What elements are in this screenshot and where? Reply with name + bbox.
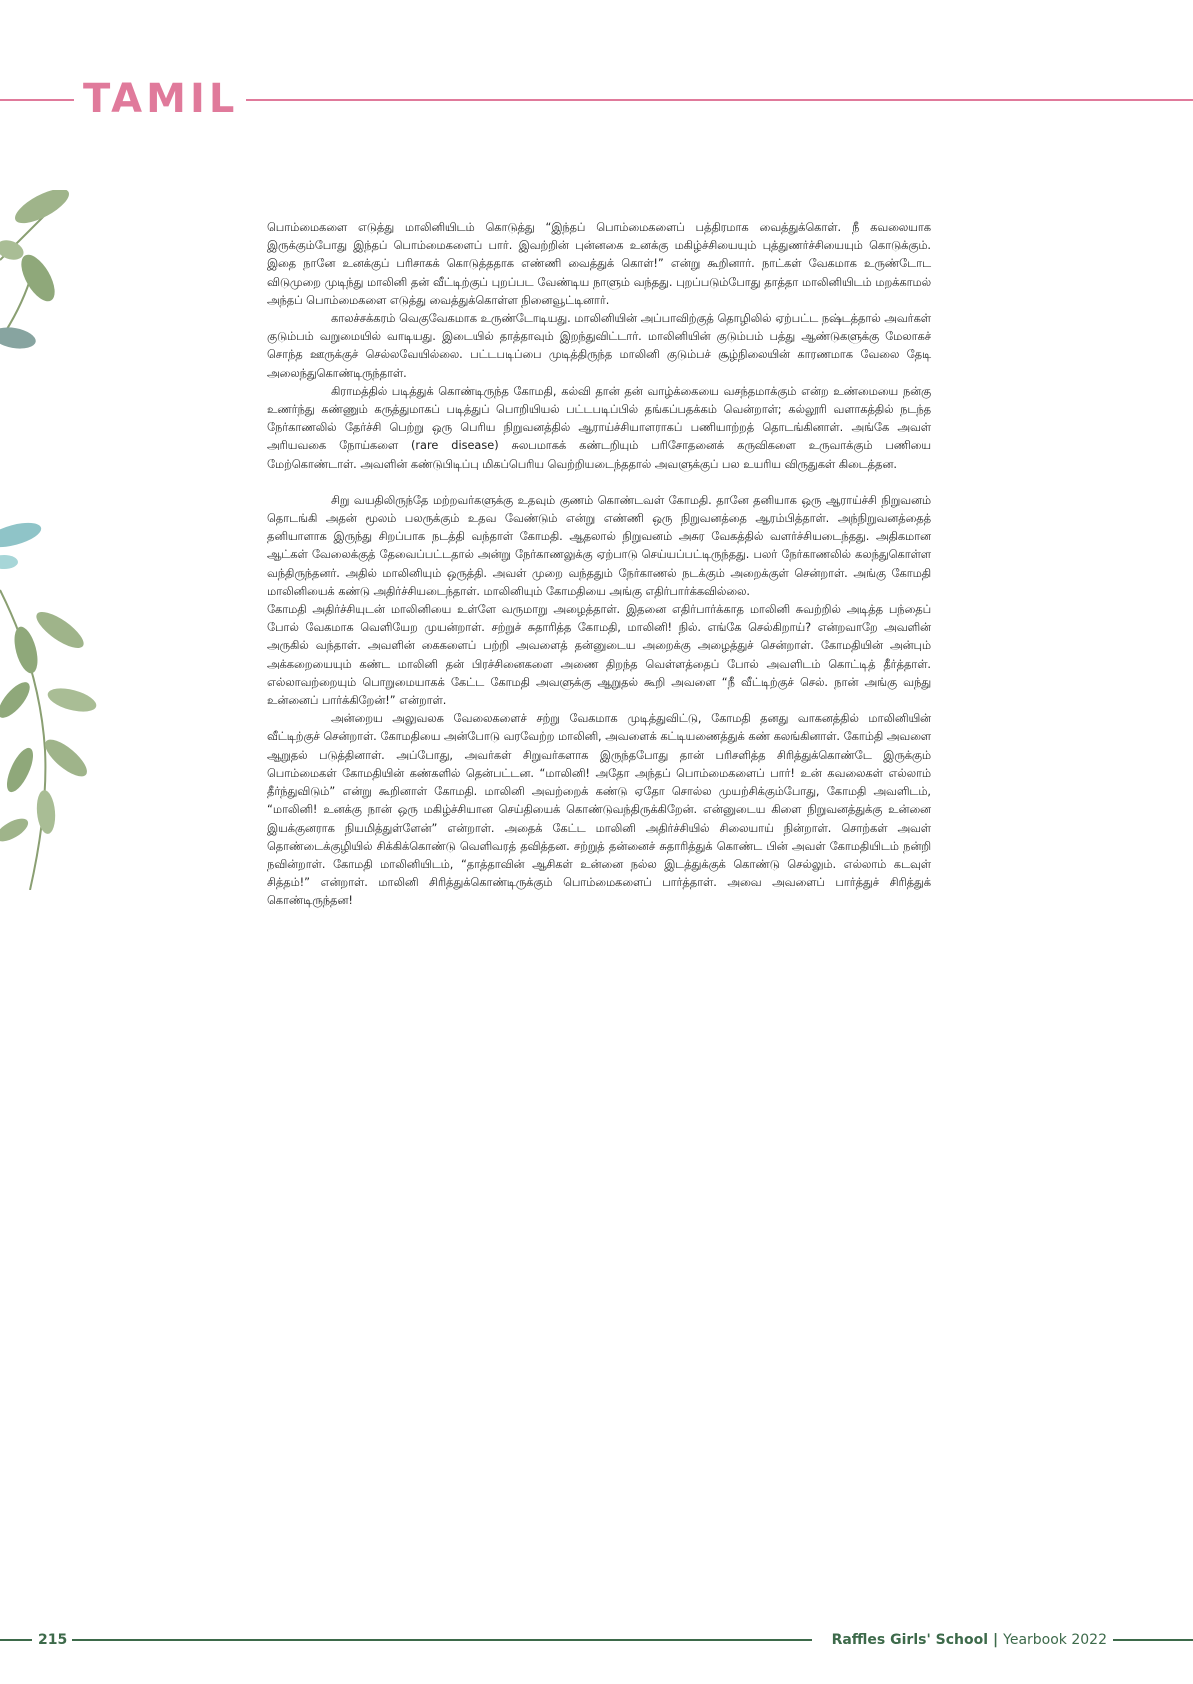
footer-separator: | <box>993 1632 999 1648</box>
footer-publication <box>832 1630 1107 1650</box>
section-title: TAMIL <box>83 76 239 122</box>
leaf-branch-icon <box>0 190 110 890</box>
footer-rule-left <box>0 1639 32 1641</box>
page-number: 215 <box>38 1632 68 1648</box>
paragraph-2: காலச்சக்கரம் வெகுவேகமாக உருண்டோடியது. மாலினியின் அப்பாவிற்குத் தொழிலில் ஏற்பட்ட நஷ்டத்தால் அவர்கள் குடும்பம் வறுமையில் வாடியது. இடையில் தாத்தாவும் இறந்துவிட்டார். மாலினியின் குடும்பம் பத்து ஆண்டுகளுக்கு மேலாகச் சொந்த ஊருக்குச் செல்லவேயில்லை. பட்டபடிப்பை முடித்திருந்த மாலினி குடும்பச் சூழ்நிலையின் காரணமாக வேலை தேடி அலைந்துகொண்டிருந்தாள். <box>267 312 931 380</box>
footer-yearbook: Yearbook 2022 <box>1003 1632 1107 1648</box>
header-rule-left <box>0 99 74 101</box>
footer-school-name: Raffles Girls' School <box>831 1632 989 1648</box>
paragraph-3: கிராமத்தில் படித்துக் கொண்டிருந்த கோமதி, கல்வி தான் தன் வாழ்க்கையை வசந்தமாக்கும் என்ற உண்மையை நன்கு உணர்ந்து கண்ணும் கருத்துமாகப் படித்துப் பொறியியல் பட்டபடிப்பில் தங்கப்பதக்கம் வென்றாள்; கல்லூரி வளாகத்தில் நடந்த நேர்காணலில் தேர்ச்சி பெற்று ஒரு பெரிய நிறுவனத்தில் ஆராய்ச்சியாளராகப் பணியாற்றத் தொடங்கினாள். அங்கே அவள் அரியவகை நோய்களை (rare disease) சுலபமாகக் கண்டறியும் பரிசோதனைக் கருவிகளை உருவாக்கும் பணியை மேற்கொண்டாள். அவளின் கண்டுபிடிப்பு மிகப்பெரிய வெற்றியடைந்ததால் அவளுக்குப் பல உயரிய விருதுகள் கிடைத்தன. <box>267 384 931 471</box>
footer-rule-right <box>1113 1639 1193 1641</box>
leaf-group-mid <box>0 518 44 569</box>
paragraph-6: அன்றைய அலுவலக வேலைகளைச் சற்று வேகமாக முடித்துவிட்டு, கோமதி தனது வாகனத்தில் மாலினியின் வீட்டிற்குச் சென்றாள். கோமதியை அன்போடு வரவேற்ற மாலினி, அவளைக் கட்டியணைத்துக் கண் கலங்கினாள். கோம்தி அவளை ஆறுதல் படுத்தினாள். அப்போது, அவர்கள் சிறுவர்களாக இருந்தபோது தான் பரிசளித்த சிரித்துக்கொண்டே இருக்கும் பொம்மைகள் கோமதியின் கண்களில் தென்பட்டன. “மாலினி! அதோ அந்தப் பொம்மைகளைப் பார்! உன் கவலைகள் எல்லாம் தீர்ந்துவிடும்” என்று கூறினாள் கோமதி. மாலினி அவற்றைக் கண்டு ஏதோ சொல்ல முயற்சிக்கும்போது, கோமதி அவளிடம், “மாலினி! உனக்கு நான் ஒரு மகிழ்ச்சியான செய்தியைக் கொண்டுவந்திருக்கிறேன். என்னுடைய கிளை நிறுவனத்துக்கு உன்னை இயக்குனராக நியமித்துள்ளேன்” என்றாள். அதைக் கேட்ட மாலினி அதிர்ச்சியில் சிலையாய் நின்றாள். சொற்கள் அவள் தொண்டைக்குழியில் சிக்கிக்கொண்டு வெளிவரத் தவித்தன. சற்றுத் தன்னைச் சுதாரித்துக் கொண்ட பின் அவள் கோமதியிடம் நன்றி நவின்றாள். கோமதி மாலினியிடம், “தாத்தாவின் ஆசிகள் உன்னை நல்ல இடத்துக்குக் கொண்டு செல்லும். எல்லாம் கடவுள் சித்தம்!” என்றாள். மாலினி சிரித்துக்கொண்டிருக்கும் பொம்மைகளைப் பார்த்தாள். அவை அவளைப் பார்த்துச் சிரித்துக் கொண்டிருந்தன! <box>267 712 931 908</box>
article-body <box>267 219 931 911</box>
footer-rule-middle <box>72 1639 812 1641</box>
leaf-group-top <box>0 190 74 352</box>
header-rule-right <box>246 99 1193 101</box>
leaf-group-bottom <box>0 606 99 846</box>
paragraph-1: பொம்மைகளை எடுத்து மாலினியிடம் கொடுத்து “இந்தப் பொம்மைகளைப் பத்திரமாக வைத்துக்கொள். நீ கவலையாக இருக்கும்போது இந்தப் பொம்மைகளைப் பார். இவற்றின் புன்னகை உனக்கு மகிழ்ச்சியையும் புத்துணர்ச்சியையும் கொடுக்கும். இதை நானே உனக்குப் பரிசாகக் கொடுத்ததாக எண்ணி வைத்துக் கொள்!” என்று கூறினார். நாட்கள் வேகமாக உருண்டோட விடுமுறை முடிந்து மாலினி தன் வீட்டிற்குப் புறப்பட வேண்டிய நாளும் வந்தது. புறப்படும்போது தாத்தா மாலினியிடம் மறக்காமல் அந்தப் பொம்மைகளை எடுத்து வைத்துக்கொள்ள நினைவூட்டினார். <box>267 221 932 307</box>
paragraph-4: சிறு வயதிலிருந்தே மற்றவர்களுக்கு உதவும் குணம் கொண்டவள் கோமதி. தானே தனியாக ஒரு ஆராய்ச்சி நிறுவனம் தொடங்கி அதன் மூலம் பலருக்கும் உதவ வேண்டும் என்று எண்ணி ஒரு நிறுவனத்தை ஆரம்பித்தாள். அந்நிறுவனத்தைத் தனியாளாக இருந்து சிறப்பாக நடத்தி வந்தாள் கோமதி. ஆதலால் நிறுவனம் அசுர வேகத்தில் வளர்ச்சியடைந்தது. அதிகமான ஆட்கள் வேலைக்குத் தேவைப்பட்டதால் அன்று நேர்காணலுக்கு ஏற்பாடு செய்யப்பட்டிருந்தது. பலர் நேர்காணலில் கலந்துகொள்ள வந்திருந்தனர். அதில் மாலினியும் ஒருத்தி. அவள் முறை வந்ததும் நேர்காணல் நடக்கும் அறைக்குள் சென்றாள். அங்கு கோமதி மாலினியைக் கண்டு அதிர்ச்சியடைந்தாள். மாலினியும் கோமதியை அங்கு எதிர்பார்க்கவில்லை. <box>267 493 931 598</box>
paragraph-5: கோமதி அதிர்ச்சியுடன் மாலினியை உள்ளே வருமாறு அழைத்தாள். இதனை எதிர்பார்க்காத மாலினி சுவற்றில் அடித்த பந்தைப் போல் வேகமாக வெளியேற முயன்றாள். சற்றுச் சுதாரித்த கோமதி, மாலினி! நில். எங்கே செல்கிறாய்? என்றவாறே அவளின் அருகில் வந்தாள். அவளின் கைகளைப் பற்றி அவளைத் தன்னுடைய அறைக்கு அழைத்துச் சென்றாள். கோமதியின் அன்பும் அக்கறையையும் கண்ட மாலினி தன் பிரச்சினைகளை அணை திறந்த வெள்ளத்தைப் போல் அவளிடம் கொட்டித் தீர்த்தாள். எல்லாவற்றையும் பொறுமையாகக் கேட்ட கோமதி அவளுக்கு ஆறுதல் கூறி அவளை “நீ வீட்டிற்குச் செல். நான் அங்கு வந்து உன்னைப் பார்க்கிறேன்!” என்றாள். <box>267 603 931 708</box>
